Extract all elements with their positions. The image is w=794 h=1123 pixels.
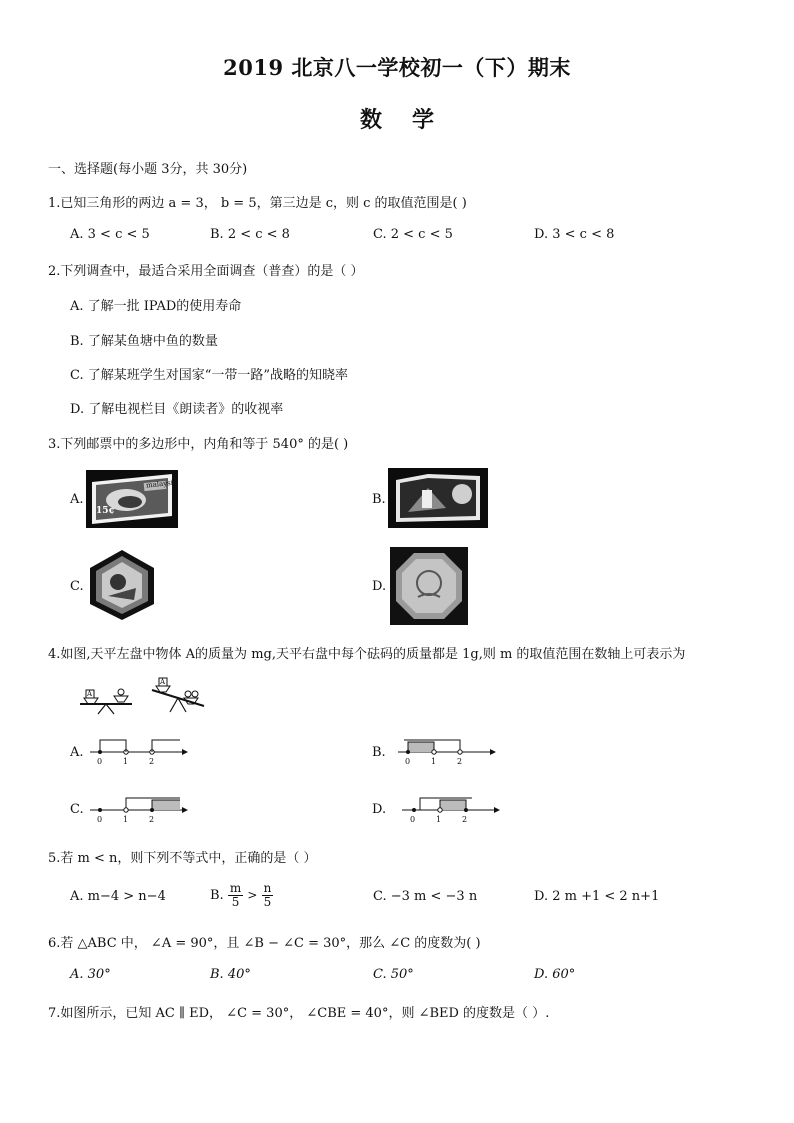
stamp-b-image [388,468,488,528]
q4-label-b: B. [372,745,386,760]
number-line-b [396,734,496,770]
q3-label-c: C. [70,579,84,594]
q2-option-b: B. 了解某鱼塘中鱼的数量 [70,334,218,349]
q6-option-c: C. 50° [373,967,414,982]
q5-option-a: A. m−4 > n−4 [70,889,166,904]
number-line-b-tick-2: 2 [457,757,463,766]
page-title: 2019 北京八一学校初一（下）期末 [223,55,571,80]
number-line-a [88,734,188,770]
balance-object-label-2: A [160,678,166,686]
number-line-c-tick-2: 2 [149,815,155,824]
q1-option-c: C. 2 < c < 5 [373,227,453,242]
number-line-c-tick-1: 1 [123,815,129,824]
q3-label-d: D. [372,579,387,594]
q6-option-d: D. 60° [534,967,576,982]
q5-option-b: B. $\frac{m}{5}$ > $\frac{n}{5}$ [210,881,272,909]
balance-object-label-1: A [87,690,93,698]
stamp-a-image [86,470,178,528]
number-line-a-tick-0: 0 [97,757,103,766]
q3-stem: 3.下列邮票中的多边形中，内角和等于 540° 的是( ) [48,437,349,452]
q3-label-a: A. [70,492,84,507]
q6-stem: 6.若 △ABC 中， ∠A = 90°，且 ∠B − ∠C = 30°，那么 ∠C 的度数为( ) [48,936,481,951]
number-line-d-tick-1: 1 [436,815,442,824]
q2-stem: 2.下列调查中，最适合采用全面调查（普查）的是（ ） [48,264,364,279]
q5-frac-n [262,882,274,909]
q5-option-b-letter: B. [210,888,224,903]
stamp-a-value: 15¢ [96,506,115,516]
stamp-c-image [88,548,156,622]
q4-label-a: A. [70,745,84,760]
q4-label-d: D. [372,802,387,817]
number-line-d-tick-2: 2 [462,815,468,824]
q3-label-b: B. [372,492,386,507]
balance-figure [76,676,206,716]
q1-option-a: A. 3 < c < 5 [70,227,150,242]
number-line-c-tick-0: 0 [97,815,103,824]
q7-stem: 7.如图所示，已知 AC ∥ ED， ∠C = 30°， ∠CBE = 40°，则 ∠BED 的度数是（ ）. [48,1006,550,1021]
q2-option-c: C. 了解某班学生对国家“一带一路”战略的知晓率 [70,368,349,383]
q5-frac-n-den: 5 [263,895,272,909]
q5-frac-m-den: 5 [231,895,240,909]
q1-option-b: B. 2 < c < 8 [210,227,290,242]
number-line-a-tick-1: 1 [123,757,129,766]
q4-label-c: C. [70,802,84,817]
q2-option-d: D. 了解电视栏目《朗读者》的收视率 [70,402,284,417]
q5-option-c: C. −3 m < −3 n [373,889,478,904]
q5-frac-n-num: n [263,881,272,895]
q5-frac-m-num: m [229,881,242,895]
q2-option-a: A. 了解一批 IPAD的使用寿命 [70,299,242,314]
subject-heading: 数学 [359,107,464,133]
q6-option-a: A. 30° [70,967,111,982]
q5-stem: 5.若 m < n，则下列不等式中，正确的是（ ） [48,851,317,866]
q5-option-d: D. 2 m +1 < 2 n+1 [534,889,660,904]
number-line-a-tick-2: 2 [149,757,155,766]
number-line-b-tick-0: 0 [405,757,411,766]
stamp-d-image [390,547,468,625]
q1-option-d: D. 3 < c < 8 [534,227,615,242]
q5-frac-m [228,882,243,909]
q4-stem: 4.如图,天平左盘中物体 A的质量为 mg,天平右盘中每个砝码的质量都是 1g,则 m 的取值范围在数轴上可表示为 [48,647,686,662]
q6-option-b: B. 40° [210,967,251,982]
q1-stem: 1.已知三角形的两边 a = 3， b = 5，第三边是 c，则 c 的取值范围是( ) [48,196,467,211]
stamp-c-graphic [88,548,156,622]
section-heading: 一、选择题(每小题 3分，共 30分) [48,162,248,177]
stamp-d-graphic [390,547,468,625]
number-line-d-tick-0: 0 [410,815,416,824]
number-line-b-tick-1: 1 [431,757,437,766]
number-line-c [88,792,188,828]
stamp-a-country: malaysia [145,478,178,490]
stamp-b-graphic [388,468,488,528]
